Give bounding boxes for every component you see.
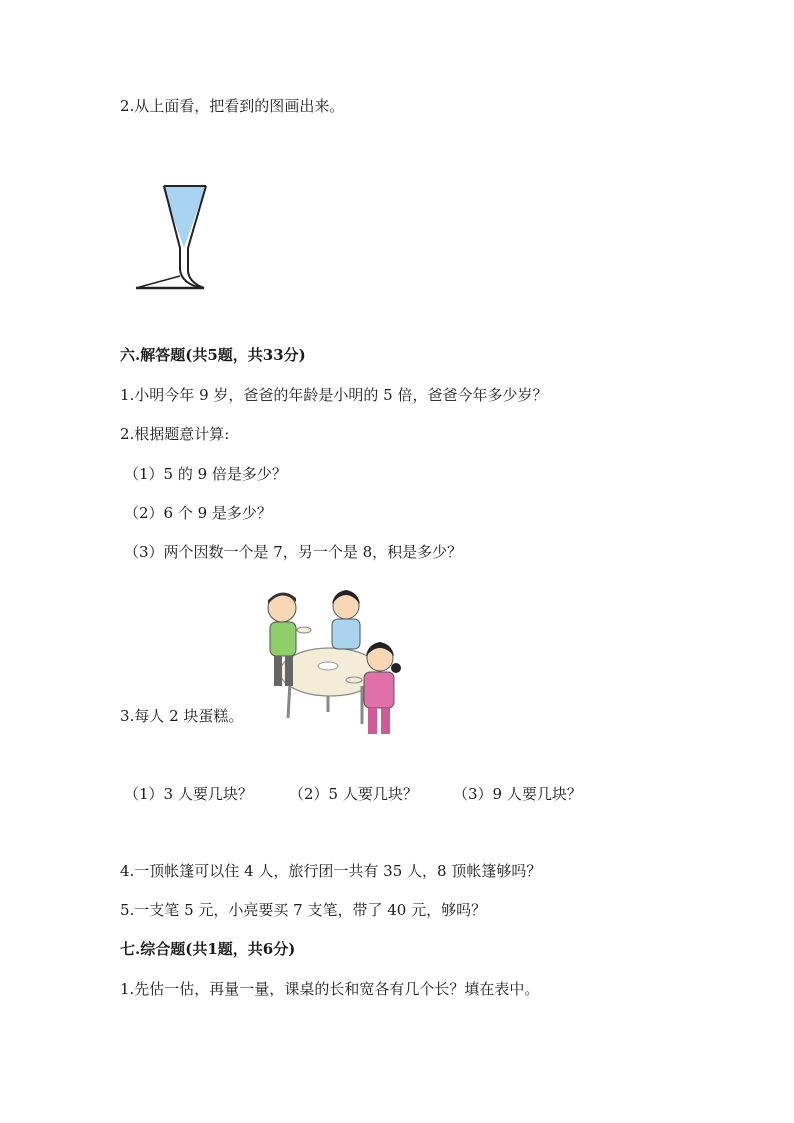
- section-6-q4: 4.一顶帐篷可以住 4 人，旅行团一共有 35 人，8 顶帐篷够吗？: [120, 862, 542, 880]
- section-6-q3-stem: 3.每人 2 块蛋糕。: [120, 707, 244, 725]
- section-6-q1: 1.小明今年 9 岁，爸爸的年龄是小明的 5 倍，爸爸今年多少岁？: [120, 386, 548, 404]
- section-6-q2-part3: （3）两个因数一个是 7，另一个是 8，积是多少？: [124, 543, 463, 561]
- section-6-q2-part2: （2）6 个 9 是多少？: [124, 504, 272, 522]
- section-6-q5: 5.一支笔 5 元，小亮要买 7 支笔，带了 40 元，够吗？: [120, 901, 487, 919]
- section-6-q2-stem: 2.根据题意计算:: [120, 425, 230, 443]
- section-6-q3-part1: （1）3 人要几块？: [124, 785, 253, 803]
- children-at-table-illustration: [258, 584, 408, 744]
- section-6-q3-part2: （2）5 人要几块？: [289, 785, 418, 803]
- section-6-q3-part3: （3）9 人要几块？: [453, 785, 582, 803]
- section-6-q2-part1: （1）5 的 9 倍是多少？: [124, 465, 287, 483]
- section-7-q1: 1.先估一估，再量一量，课桌的长和宽各有几个长？填在表中。: [120, 980, 540, 998]
- question-5-2: 2.从上面看，把看到的图画出来。: [120, 97, 345, 115]
- section-6-title: 六.解答题(共5题，共33分): [120, 346, 306, 364]
- section-7-title: 七.综合题(共1题，共6分): [120, 940, 296, 958]
- wine-glass-illustration: [132, 178, 212, 296]
